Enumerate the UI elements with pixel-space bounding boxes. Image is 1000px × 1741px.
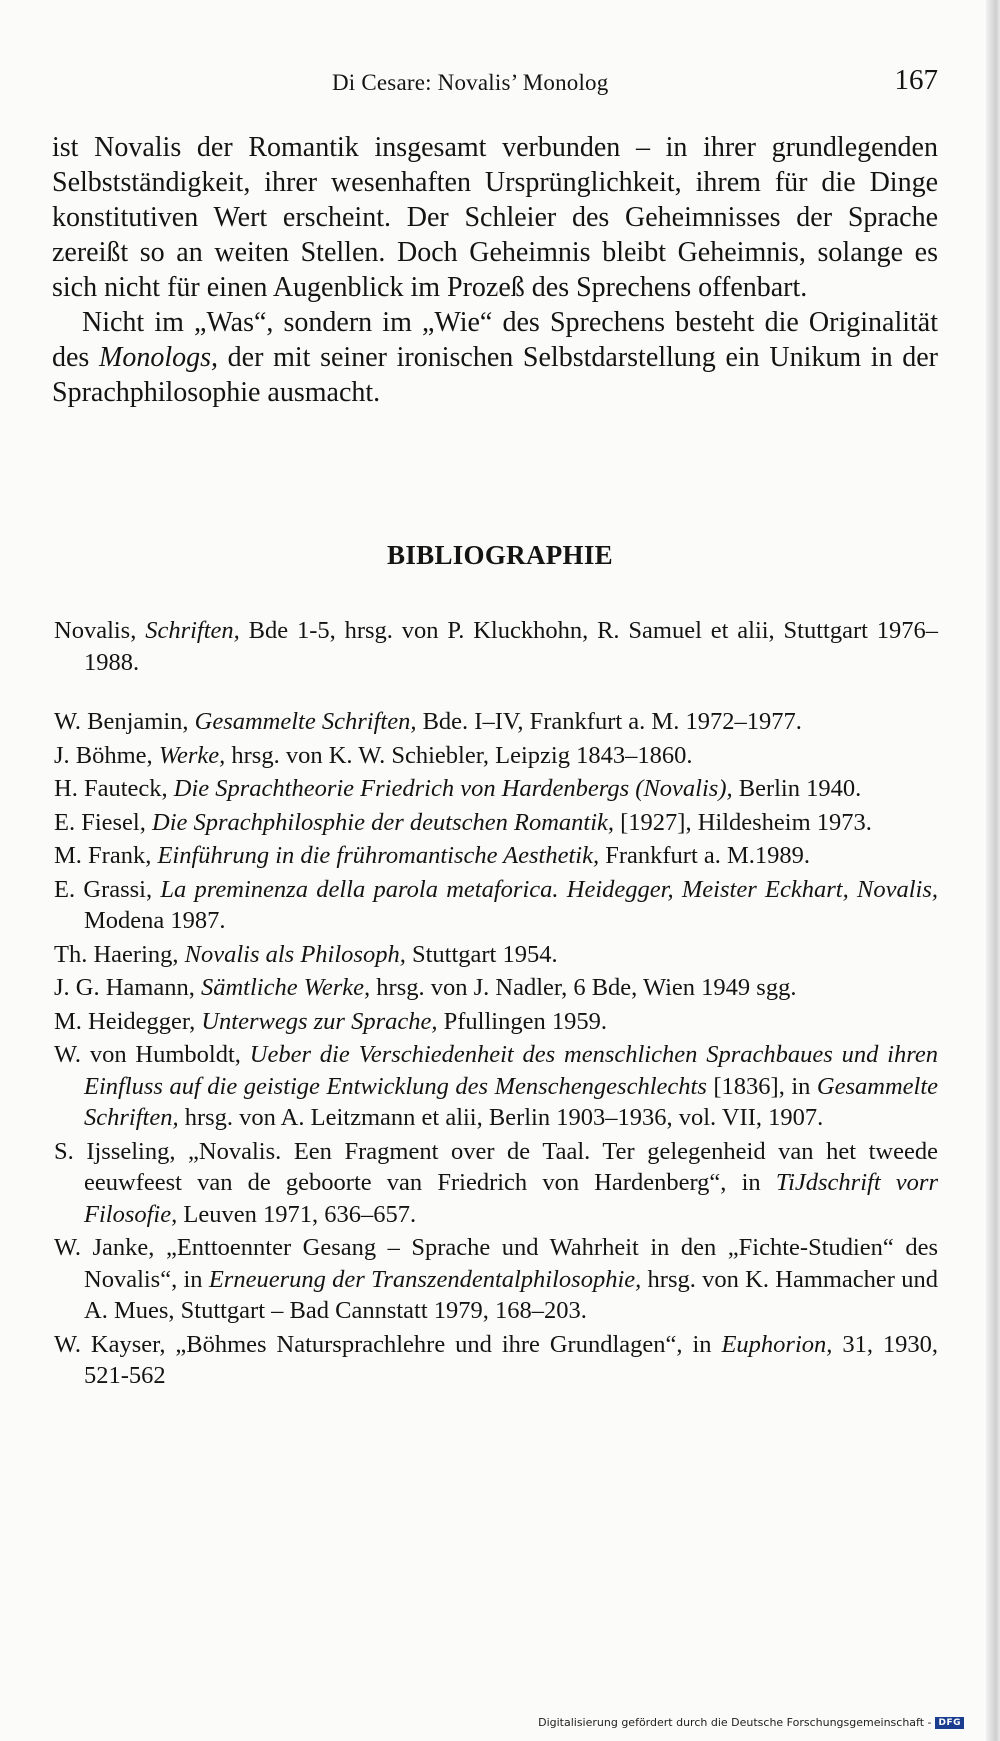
bib-details: Pfullingen 1959.: [437, 1007, 607, 1035]
paragraph-2-text: Nicht im „Was“, sondern im „Wie“ des Sprechens besteht die Originalität des: [52, 307, 938, 373]
bib-entry: [54, 615, 938, 678]
page-number: 167: [894, 64, 938, 96]
bib-title: Werke,: [158, 741, 226, 769]
paragraph-1: ist Novalis der Romantik insgesamt verbunden – in ihrer grundlegenden Selbstständigkeit, ihrer wesenhaften Ursprünglichkeit, ihrem für die Dinge konstitutiven Wert erscheint. Der Schleier des Geheimnisses der Sprache zereißt so an weiten Stellen. Doch Geheimnis bleibt Geheimnis, solange es sich nicht für einen Augenblick im Prozeß des Sprechens offenbart.: [52, 132, 938, 303]
bib-author: Novalis,: [54, 617, 146, 644]
bib-title: La preminenza della parola metaforica. Heidegger, Meister Eckhart, Novalis,: [160, 875, 938, 903]
bib-title: Ueber die Verschiedenheit des menschlichen Sprachbaues und ihren Einfluss auf die geistige Entwicklung des Menschengeschlechts: [84, 1041, 938, 1100]
paragraph-2-text-end: der mit seiner ironischen Selbstdarstellung ein Unikum in der Sprachphilosophie ausmacht.: [52, 342, 938, 408]
bib-author: E. Fiesel,: [54, 808, 152, 836]
bib-author: Th. Haering,: [54, 940, 185, 968]
bib-container-title: Gesammelte Schriften,: [84, 1072, 939, 1131]
bib-author: M. Heidegger,: [54, 1007, 202, 1035]
bib-details: Berlin 1940.: [732, 775, 862, 802]
bib-title: Die Sprachtheorie Friedrich von Hardenbergs (Novalis),: [173, 775, 733, 802]
bib-details: hrsg. von K. W. Schiebler, Leipzig 1843–1860.: [225, 741, 693, 769]
bib-author: W. Kayser, „Böhmes Natursprachlehre und ihre Grundlagen“, in: [54, 1330, 722, 1358]
body-text: [52, 130, 938, 410]
bib-details: Bde 1-5, hrsg. von P. Kluckhohn, R. Samuel et alii, Stuttgart 1976–1988.: [84, 617, 939, 676]
bib-title: Erneuerung der Transzendentalphilosophie,: [208, 1265, 642, 1293]
bib-title: Die Sprachphilosphie der deutschen Romantik,: [152, 808, 615, 836]
bib-title: Euphorion,: [721, 1330, 833, 1358]
bib-entry: [54, 874, 938, 937]
bib-details: Frankfurt a. M.1989.: [599, 842, 811, 869]
bib-entry: [54, 740, 938, 772]
bib-entry: [54, 1006, 938, 1038]
bib-author: S. Ijsseling, „Novalis. Een Fragment over de Taal. Ter gelegenheid van het tweede eeuwfeest van de geboorte van Friedrich von Hardenberg“, in: [54, 1137, 938, 1196]
bib-entry: [54, 1232, 938, 1327]
bib-entry: [54, 840, 938, 872]
bib-details: hrsg. von J. Nadler, 6 Bde, Wien 1949 sgg.: [370, 974, 797, 1001]
bib-entry: [54, 939, 938, 971]
credit-text: Digitalisierung gefördert durch die Deutsche Forschungsgemeinschaft -: [538, 1716, 932, 1729]
bib-title: Sämtliche Werke,: [200, 974, 371, 1001]
bib-details: hrsg. von K. Hammacher und A. Mues, Stuttgart – Bad Cannstatt 1979, 168–203.: [84, 1265, 938, 1324]
bib-details: 31, 1930, 521-562: [84, 1330, 939, 1389]
bib-author: M. Frank,: [54, 842, 158, 869]
page-header: [52, 64, 938, 104]
bib-author: W. von Humboldt,: [54, 1041, 250, 1068]
bib-entry: [54, 972, 938, 1004]
bib-details: Stuttgart 1954.: [405, 940, 558, 968]
dfg-logo-icon: DFG: [935, 1717, 964, 1729]
bib-title: Gesammelte Schriften,: [194, 708, 417, 735]
bib-title: TiJdschrift vorr Filosofie,: [84, 1169, 938, 1228]
bib-details: Leuven 1971, 636–657.: [177, 1200, 417, 1228]
bib-author: J. Böhme,: [54, 741, 159, 769]
bib-details: [1927], Hildesheim 1973.: [614, 808, 872, 836]
paragraph-2: [52, 305, 938, 410]
bib-details-end: hrsg. von A. Leitzmann et alii, Berlin 1903–1936, vol. VII, 1907.: [178, 1104, 824, 1131]
bib-entry: [54, 706, 938, 738]
bibliography-list: [54, 615, 938, 1394]
bib-author: E. Grassi,: [54, 875, 161, 903]
running-head: Di Cesare: Novalis’ Monolog: [332, 70, 609, 95]
bib-entry: [54, 1136, 938, 1231]
digitization-credit: [538, 1716, 964, 1729]
bib-entry: [54, 1329, 938, 1392]
page-edge-shadow: [986, 0, 1000, 1741]
bib-author: H. Fauteck,: [54, 775, 174, 802]
bib-author: W. Benjamin,: [54, 708, 195, 735]
bib-entry: [54, 1039, 938, 1134]
bib-title: Novalis als Philosoph,: [184, 940, 406, 968]
bib-title: Schriften,: [145, 617, 240, 644]
paragraph-2-title: Monologs,: [99, 342, 218, 373]
bib-details: Modena 1987.: [84, 907, 226, 934]
bib-title: Einführung in die frühromantische Aesthetik,: [157, 842, 600, 869]
bib-details: [1836], in: [706, 1072, 817, 1100]
bibliography-heading: BIBLIOGRAPHIE: [387, 540, 613, 570]
bib-title: Unterwegs zur Sprache,: [201, 1007, 438, 1035]
bib-entry: [54, 807, 938, 839]
bib-details: Bde. I–IV, Frankfurt a. M. 1972–1977.: [416, 708, 802, 735]
bib-entry: [54, 773, 938, 805]
bib-author: J. G. Hamann,: [54, 974, 201, 1001]
bib-author: W. Janke, „Enttoennter Gesang – Sprache und Wahrheit in den „Fichte-Studien“ des Novalis“, in: [54, 1234, 938, 1293]
